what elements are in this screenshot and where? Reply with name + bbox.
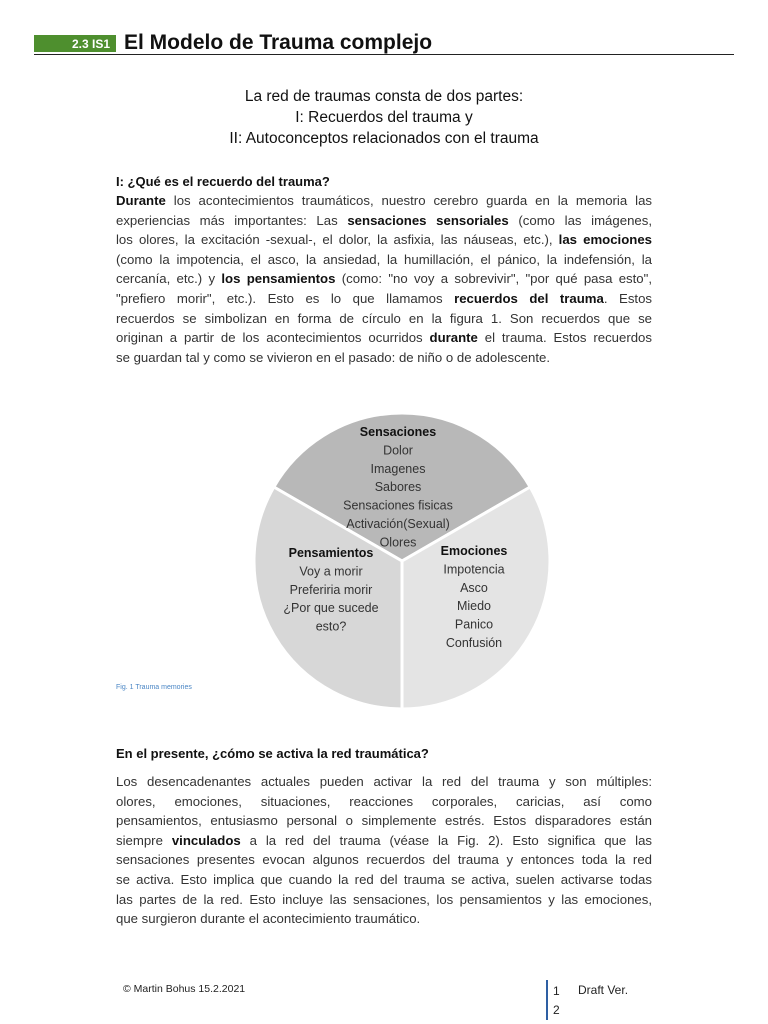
text-run: el trauma. Estos recuerdos (477, 330, 652, 346)
page-title: El Modelo de Trauma complejo (124, 31, 433, 54)
page-number-1: 1 (553, 984, 560, 998)
intro-line-2: I: Recuerdos del trauma y (295, 109, 473, 126)
text-line: pensamientos, entusiasmo personal o simplemente estrés. Estos disparadores están (116, 813, 652, 829)
section-1-heading: I: ¿Qué es el recuerdo del trauma? (116, 174, 330, 189)
bold-vinculados: vinculados (171, 832, 241, 848)
text-run: (como la impotencia, el asco, la ansiedad, la humillación, el pánico, la indefensión, la (116, 251, 652, 267)
intro-line-3: II: Autoconceptos relacionados con el trauma (229, 130, 539, 147)
text-line: Los desencadenantes actuales pueden activar la red del trauma y son múltiples: (116, 774, 652, 789)
slice-item-sensaciones: Dolor (383, 443, 413, 458)
slice-item-pensamientos: Voy a morir (299, 564, 363, 579)
bold-recuerdos: recuerdos del trauma (454, 290, 604, 306)
text-run: (como: "no voy a sobrevivir", "por qué pasa esto", (335, 271, 652, 287)
text-line: que surgieron durante el acontecimiento traumático. (116, 911, 421, 927)
slice-item-emociones: Miedo (456, 599, 492, 614)
text-run: recuerdos se simbolizan en forma de círculo en la figura 1. Son recuerdos que se (116, 310, 652, 326)
bold-durante-2: durante (429, 330, 478, 346)
slice-item-sensaciones: Olores (379, 535, 417, 550)
slice-item-pensamientos: ¿Por que sucede (283, 601, 379, 616)
slice-item-emociones: Panico (454, 617, 494, 632)
text-run: "prefiero morir", etc.). Esto es lo que llamamos (116, 290, 455, 306)
slice-item-sensaciones: Activación(Sexual) (346, 517, 450, 531)
text-line: se activa. Esto implica que cuando la red del trauma se activa, suelen activarse todas (116, 871, 652, 887)
footer-copyright: © Martin Bohus 15.2.2021 (123, 983, 246, 995)
bold-emociones: las emociones (558, 232, 653, 248)
text-line: olores, emociones, situaciones, reacciones corporales, caricias, así como (116, 793, 652, 809)
text-line: sensaciones presentes evocan algunos recuerdos del trauma y entonces toda la red (116, 852, 652, 868)
slice-item-sensaciones: Sensaciones fisicas (343, 498, 453, 513)
text-run: a la red del trauma (véase la Fig. 2). Esto significa que las (240, 832, 652, 848)
bold-durante: Durante (116, 193, 166, 208)
slice-label-sensaciones: Sensaciones (359, 425, 437, 439)
slice-item-emociones: Confusión (445, 636, 503, 650)
text-run: los olores, la excitación -sexual-, el dolor, la asfixia, las náuseas, etc.), (116, 232, 559, 248)
text-run: cercanía, etc.) y (116, 271, 222, 287)
section-badge-label: 2.3 IS1 (71, 36, 110, 51)
footer-draft-label: Draft Ver. (578, 983, 629, 997)
slice-item-emociones: Asco (460, 580, 488, 595)
slice-item-sensaciones: Sabores (374, 480, 422, 495)
footer-page-number (553, 982, 560, 1020)
intro-line-1: La red de traumas consta de dos partes: (244, 88, 524, 105)
text-run: originan a partir de los acontecimientos ocurridos (116, 330, 430, 346)
page-number-2: 2 (553, 1003, 560, 1017)
slice-label-emociones: Emociones (440, 544, 508, 558)
footer-divider (546, 980, 548, 1020)
slice-item-pensamientos: Preferiria morir (289, 582, 373, 597)
bold-sensaciones: sensaciones sensoriales (347, 212, 509, 228)
text-line: las partes de la red. Esto incluye las sensaciones, los pensamientos y las emociones, (116, 891, 652, 907)
section-2-paragraph (116, 772, 652, 929)
slice-item-pensamientos: esto? (315, 619, 347, 634)
text-run: . Estos (603, 290, 653, 306)
text-run: se guardan tal y como se vivieron en el pasado: de niño o de adolescente. (116, 349, 551, 365)
bold-pensamientos: los pensamientos (221, 271, 336, 287)
text-run: experiencias más importantes: Las (116, 212, 348, 228)
text-run: siempre (116, 832, 172, 848)
slice-label-pensamientos: Pensamientos (288, 546, 374, 560)
text-run: (como las imágenes, (508, 212, 652, 228)
figure-caption: Fig. 1 Trauma memories (116, 684, 192, 691)
section-2-heading: En el presente, ¿cómo se activa la red traumática? (116, 746, 429, 761)
slice-item-sensaciones: Imagenes (370, 461, 426, 476)
text-run: los acontecimientos traumáticos, nuestro cerebro guarda en la memoria las (165, 193, 652, 208)
slice-item-emociones: Impotencia (443, 562, 505, 577)
